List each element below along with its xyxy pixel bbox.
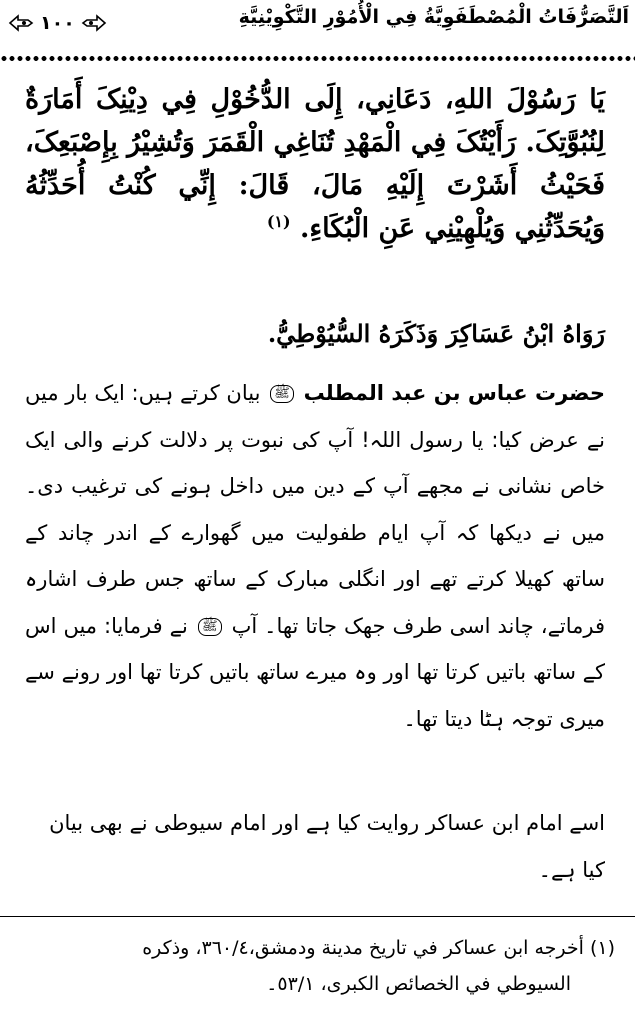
honorific-icon: ﷺ [270, 385, 294, 403]
urdu-translation [25, 370, 605, 742]
footnote-separator [0, 916, 635, 917]
page-header [0, 0, 635, 52]
footnote-text-1: أخرجه ابن عساكر في تاريخ مدينة ودمشق،٣٦٠/٤، وذكره [142, 937, 584, 959]
arabic-hadith-text [25, 78, 605, 250]
footnote-reference[interactable]: (١) [266, 212, 291, 231]
footnote [19, 930, 615, 1002]
header-dotted-rule [0, 54, 635, 63]
footnote-line-1 [19, 930, 615, 966]
page-number: ١٠٠ [40, 12, 75, 34]
footnote-line-2: السيوطي في الخصائص الكبرى، ٥٣/١۔ [266, 973, 571, 995]
footnote-marker: (١) [589, 937, 615, 959]
arabic-line-3: بِإِصْبَعِکَ، فَحَيْثُ أَشَرْتَ إِلَيْهِ مَالَ، قَالَ: إِنِّي کُنْتُ [25, 127, 605, 201]
ornament-right-icon [81, 12, 107, 34]
urdu-paragraph-part-2: نے فرمایا: میں اس کے ساتھ باتیں کرتا تھا اور وہ میرے ساتھ باتیں کرتا تھا اور رونے سے میری توجہ ہٹا دیتا تھا۔ [25, 613, 605, 731]
urdu-narrator: حضرت عباس بن عبد المطلب [303, 381, 605, 405]
arabic-line-1: يَا رَسُوْلَ اللهِ، دَعَانِي، إِلَى الدُّخُوْلِ فِي دِيْنِکَ أَمَارَةٌ [25, 84, 605, 115]
urdu-closing-paragraph: اسے امام ابن عساکر روایت کیا ہے اور امام سیوطی نے بھی بیان کیا ہے۔ [49, 811, 605, 882]
arabic-line-4: أُحَدِّثُهُ وَيُحَدِّثُنِي وَيُلْهِيْنِي عَنِ الْبُکَاءِ. [25, 170, 605, 244]
urdu-paragraph-part-1: بیان کرتے ہیں: ایک بار میں نے عرض کیا: یا رسول اللہ! آپ کی نبوت پر دلالت کرنے والی ایک خاص نشانی نے مجھے آپ کے دین میں داخل ہونے کی ترغیب دی۔ میں نے دیکھا کہ آپ ایام طفولیت میں گھوارے کے اندر چاند کے ساتھ کھیلا کرتے تھے اور انگلی مبارک کے ساتھ جس طرف اشارہ فرماتے، چاند اسی طرف جھک جاتا تھا۔ آپ [25, 381, 605, 638]
page-number-box [8, 8, 107, 38]
honorific-icon-2: ﷺ [198, 618, 222, 636]
riwaya-line: رَوَاهُ ابْنُ عَسَاکِرَ وَذَکَرَهُ السُّيُوْطِيُّ. [267, 319, 605, 348]
running-title: اَلتَّصَرُّفَاتُ الْمُصْطَفَوِيَّةُ فِي الْأُمُوْرِ التَّكْوِيْنِيَّةِ [238, 6, 629, 28]
arabic-line-2: لِنُبُوَّتِکَ. رَأَيْتُکَ فِي الْمَهْدِ تُنَاغِي الْقَمَرَ وَتُشِيْرُ [127, 127, 605, 158]
ornament-left-icon [8, 12, 34, 34]
